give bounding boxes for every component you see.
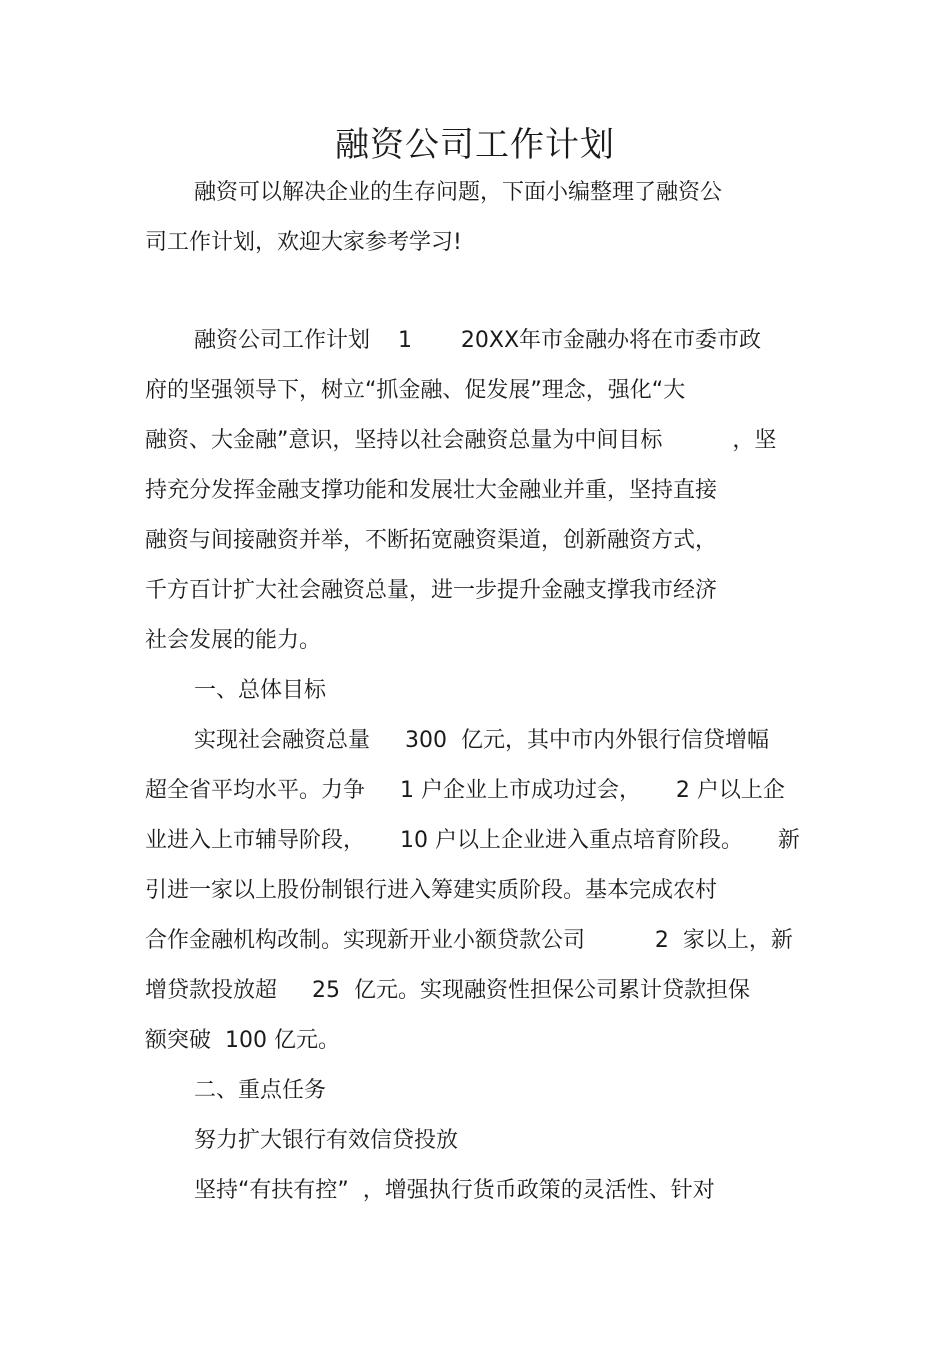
- paragraph-line: 额突破 100 亿元。: [145, 1028, 340, 1053]
- intro-line: 融资可以解决企业的生存问题，下面小编整理了融资公: [194, 180, 723, 205]
- subsection-heading: 努力扩大银行有效信贷投放: [194, 1128, 459, 1153]
- paragraph-line: 融资与间接融资并举，不断拓宽融资渠道，创新融资方式，: [145, 528, 718, 553]
- paragraph-line: 超全省平均水平。力争 1 户企业上市成功过会， 2 户以上企: [145, 778, 785, 803]
- paragraph-line: 融资、大金融”意识，坚持以社会融资总量为中间目标 ，坚: [145, 428, 777, 453]
- document-title: 融资公司工作计划: [335, 125, 615, 165]
- paragraph-line: 业进入上市辅导阶段， 10 户以上企业进入重点培育阶段。 新: [145, 828, 800, 853]
- paragraph-line: 融资公司工作计划 1 20XX年市金融办将在市委市政: [194, 328, 762, 353]
- paragraph-line: 府的坚强领导下，树立“抓金融、促发展”理念，强化“大: [145, 378, 686, 403]
- paragraph-line: 引进一家以上股份制银行进入筹建实质阶段。基本完成农村: [145, 878, 718, 903]
- paragraph-line: 坚持“有扶有控” ，增强执行货币政策的灵活性、针对: [194, 1178, 715, 1203]
- paragraph-line: 千方百计扩大社会融资总量，进一步提升金融支撑我市经济: [145, 578, 718, 603]
- paragraph-line: 持充分发挥金融支撑功能和发展壮大金融业并重，坚持直接: [145, 478, 718, 503]
- paragraph-line: 合作金融机构改制。实现新开业小额贷款公司 2 家以上，新: [145, 928, 793, 953]
- paragraph-line: 社会发展的能力。: [145, 628, 322, 653]
- section-heading: 二、重点任务: [194, 1078, 327, 1103]
- paragraph-line: 实现社会融资总量 300 亿元，其中市内外银行信贷增幅: [194, 728, 769, 753]
- intro-line: 司工作计划，欢迎大家参考学习!: [145, 230, 462, 255]
- section-heading: 一、总体目标: [194, 678, 327, 703]
- paragraph-line: 增贷款投放超 25 亿元。实现融资性担保公司累计贷款担保: [145, 978, 750, 1003]
